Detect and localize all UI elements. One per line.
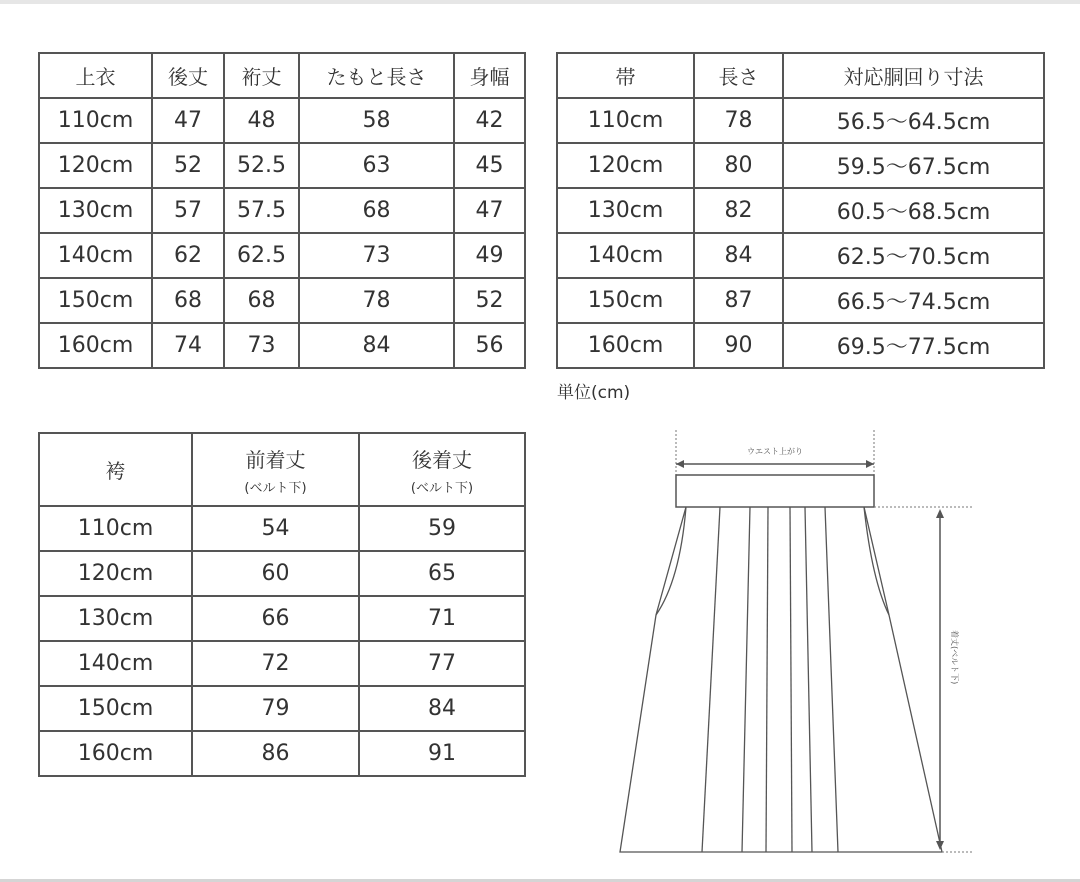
table-cell: 62.5〜70.5cm: [783, 233, 1044, 278]
table-cell: 84: [299, 323, 454, 368]
table-cell: 52: [152, 143, 224, 188]
table-cell: 59: [359, 506, 525, 551]
header-title: 前着丈: [245, 447, 306, 472]
table-cell: 59.5〜67.5cm: [783, 143, 1044, 188]
table-cell: 160cm: [557, 323, 694, 368]
table-cell: 47: [152, 98, 224, 143]
table-cell: 110cm: [39, 98, 152, 143]
table-row: [39, 188, 525, 233]
table-cell: 86: [192, 731, 359, 776]
table-cell: 57: [152, 188, 224, 233]
table-cell: 72: [192, 641, 359, 686]
table-cell: 62: [152, 233, 224, 278]
header-cell: 上衣: [39, 53, 152, 98]
table-cell: 110cm: [557, 98, 694, 143]
table-cell: 73: [224, 323, 299, 368]
table-cell: 79: [192, 686, 359, 731]
header-cell: [192, 433, 359, 506]
header-cell: [359, 433, 525, 506]
table-row: [39, 143, 525, 188]
table-cell: 54: [192, 506, 359, 551]
table-cell: 62.5: [224, 233, 299, 278]
table-row: [39, 98, 525, 143]
table-row: [557, 188, 1044, 233]
header-subtitle: (ベルト下): [410, 480, 474, 496]
header-cell: 身幅: [454, 53, 525, 98]
table-cell: 42: [454, 98, 525, 143]
table-cell: 160cm: [39, 731, 192, 776]
table-cell: 52.5: [224, 143, 299, 188]
table-cell: 130cm: [39, 596, 192, 641]
table-cell: 66: [192, 596, 359, 641]
table-row: [39, 278, 525, 323]
table-cell: 90: [694, 323, 783, 368]
table-cell: 140cm: [39, 233, 152, 278]
table-row: [557, 278, 1044, 323]
table-cell: 120cm: [39, 551, 192, 596]
table-cell: 71: [359, 596, 525, 641]
header-subtitle: (ベルト下): [244, 480, 307, 496]
header-cell: たもと長さ: [299, 53, 454, 98]
table-cell: 52: [454, 278, 525, 323]
table-row: [39, 596, 525, 641]
table-cell: 45: [454, 143, 525, 188]
table-cell: 160cm: [39, 323, 152, 368]
table-cell: 84: [359, 686, 525, 731]
table-cell: 69.5〜77.5cm: [783, 323, 1044, 368]
table-row: [39, 233, 525, 278]
table-cell: 77: [359, 641, 525, 686]
table-cell: 60: [192, 551, 359, 596]
table-cell: 78: [694, 98, 783, 143]
table-row: [39, 731, 525, 776]
header-cell: 対応胴回り寸法: [783, 53, 1044, 98]
table-row: [39, 641, 525, 686]
table-header-row: [39, 53, 525, 98]
header-cell: 長さ: [694, 53, 783, 98]
table-row: [39, 551, 525, 596]
waist-label: ウエスト上がり: [747, 447, 803, 456]
table-row: [557, 323, 1044, 368]
table-cell: 87: [694, 278, 783, 323]
header-cell: 後丈: [152, 53, 224, 98]
table-cell: 73: [299, 233, 454, 278]
header-cell: 袴: [39, 433, 192, 506]
table-row: [557, 233, 1044, 278]
table-cell: 65: [359, 551, 525, 596]
table-cell: 58: [299, 98, 454, 143]
table-cell: 120cm: [39, 143, 152, 188]
table-row: [39, 323, 525, 368]
table-cell: 78: [299, 278, 454, 323]
hakama-diagram: [600, 420, 990, 870]
table-cell: 47: [454, 188, 525, 233]
table-cell: 82: [694, 188, 783, 233]
table-cell: 60.5〜68.5cm: [783, 188, 1044, 233]
waistband: [676, 475, 874, 507]
table-cell: 110cm: [39, 506, 192, 551]
table-cell: 84: [694, 233, 783, 278]
table-cell: 56.5〜64.5cm: [783, 98, 1044, 143]
table-cell: 57.5: [224, 188, 299, 233]
table-cell: 120cm: [557, 143, 694, 188]
table-cell: 68: [152, 278, 224, 323]
table-cell: 68: [224, 278, 299, 323]
table-row: [39, 506, 525, 551]
table-cell: 49: [454, 233, 525, 278]
table-cell: 150cm: [557, 278, 694, 323]
top-divider: [0, 0, 1080, 4]
table-cell: 80: [694, 143, 783, 188]
table-cell: 68: [299, 188, 454, 233]
table-cell: 63: [299, 143, 454, 188]
table-cell: 66.5〜74.5cm: [783, 278, 1044, 323]
table-row: [39, 686, 525, 731]
table-header-row: [39, 433, 525, 506]
table-cell: 56: [454, 323, 525, 368]
table-header-row: [557, 53, 1044, 98]
table-cell: 150cm: [39, 278, 152, 323]
table-cell: 48: [224, 98, 299, 143]
table-row: [557, 98, 1044, 143]
unit-note: 単位(cm): [557, 383, 631, 403]
table-row: [557, 143, 1044, 188]
table-cell: 150cm: [39, 686, 192, 731]
table-cell: 74: [152, 323, 224, 368]
table-cell: 130cm: [39, 188, 152, 233]
table-cell: 140cm: [39, 641, 192, 686]
header-cell: 裄丈: [224, 53, 299, 98]
table-cell: 130cm: [557, 188, 694, 233]
hakama-skirt-outline: [620, 507, 942, 852]
table-cell: 91: [359, 731, 525, 776]
table-cell: 140cm: [557, 233, 694, 278]
header-title: 後着丈: [412, 447, 472, 472]
obi-size-table: [556, 52, 1045, 369]
hakama-size-table: [38, 432, 526, 777]
length-label: 着丈(ベルト下): [950, 630, 959, 685]
header-cell: 帯: [557, 53, 694, 98]
top-garment-size-table: [38, 52, 526, 369]
